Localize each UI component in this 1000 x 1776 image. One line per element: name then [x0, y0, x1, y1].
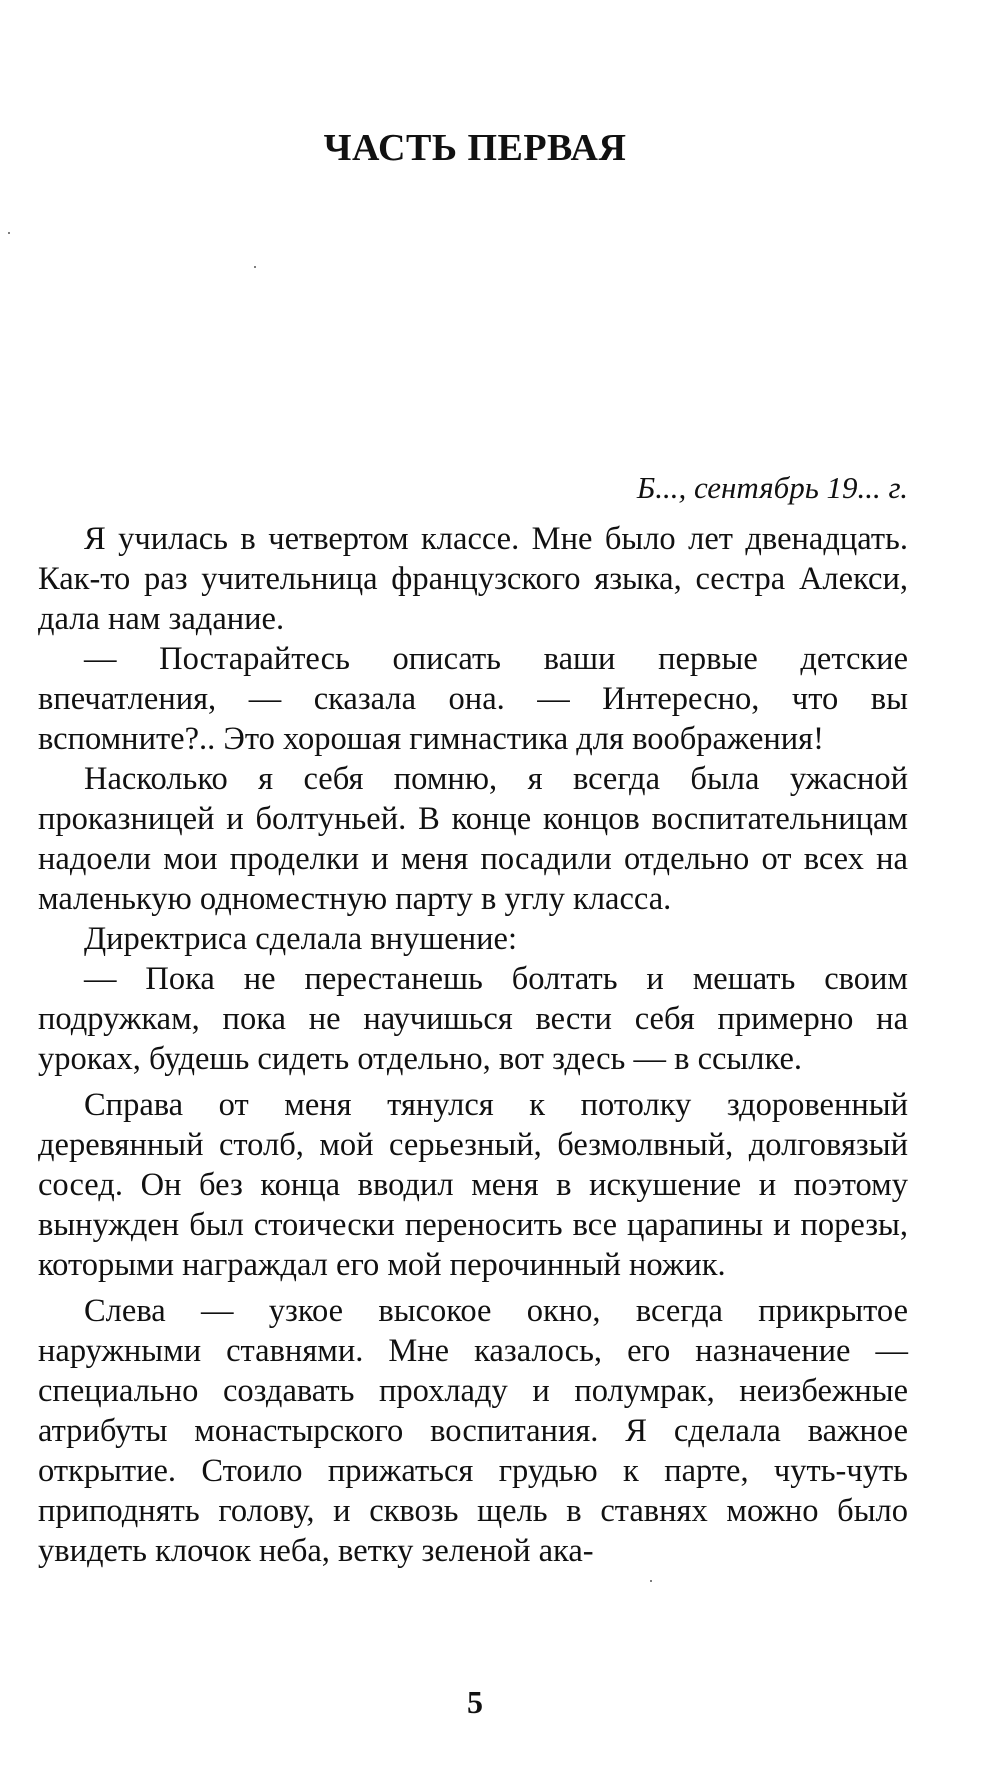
- paragraph: Справа от меня тянулся к потолку здоровенный деревянный столб, мой серьезный, безмолвный, долговязый сосед. Он без конца вводил меня в искушение и поэтому вынужден был стоически переносить все царапины и порезы, которыми награждал его мой перочинный ножик.: [38, 1087, 908, 1283]
- scan-speck: [650, 1580, 652, 1582]
- scan-speck: [8, 232, 10, 234]
- body-text: [38, 519, 908, 1571]
- paragraph: Директриса сделала внушение:: [84, 921, 517, 957]
- paragraph: — Пока не перестанешь болтать и мешать своим подружкам, пока не научишься вести себя примерно на уроках, будешь сидеть отдельно, вот здесь — в ссылке.: [38, 961, 908, 1077]
- paragraph: — Постарайтесь описать ваши первые детские впечатления, — сказала она. — Интересно, что вы вспомните?.. Это хорошая гимнастика для воображения!: [38, 641, 908, 757]
- paragraph: Насколько я себя помню, я всегда была ужасной проказницей и болтуньей. В конце концов воспитательницам надоели мои проделки и меня посадили отдельно от всех на маленькую одноместную парту в углу класса.: [38, 761, 908, 917]
- paragraph: Слева — узкое высокое окно, всегда прикрытое наружными ставнями. Мне казалось, его назначение — специально создавать прохладу и полумрак, неизбежные атрибуты монастырского воспитания. Я сделала важное открытие. Стоило прижаться грудью к парте, чуть-чуть приподнять голову, и сквозь щель в ставнях можно было увидеть клочок неба, ветку зеленой ака-: [38, 1293, 908, 1569]
- dateline: Б..., сентябрь 19... г.: [636, 470, 908, 505]
- scan-speck: [254, 266, 256, 268]
- page-number: 5: [467, 1684, 483, 1720]
- paragraph: Я училась в четвертом классе. Мне было лет двенадцать. Как-то раз учительница французского языка, сестра Алекси, дала нам задание.: [38, 521, 908, 637]
- part-heading: ЧАСТЬ ПЕРВАЯ: [323, 127, 627, 169]
